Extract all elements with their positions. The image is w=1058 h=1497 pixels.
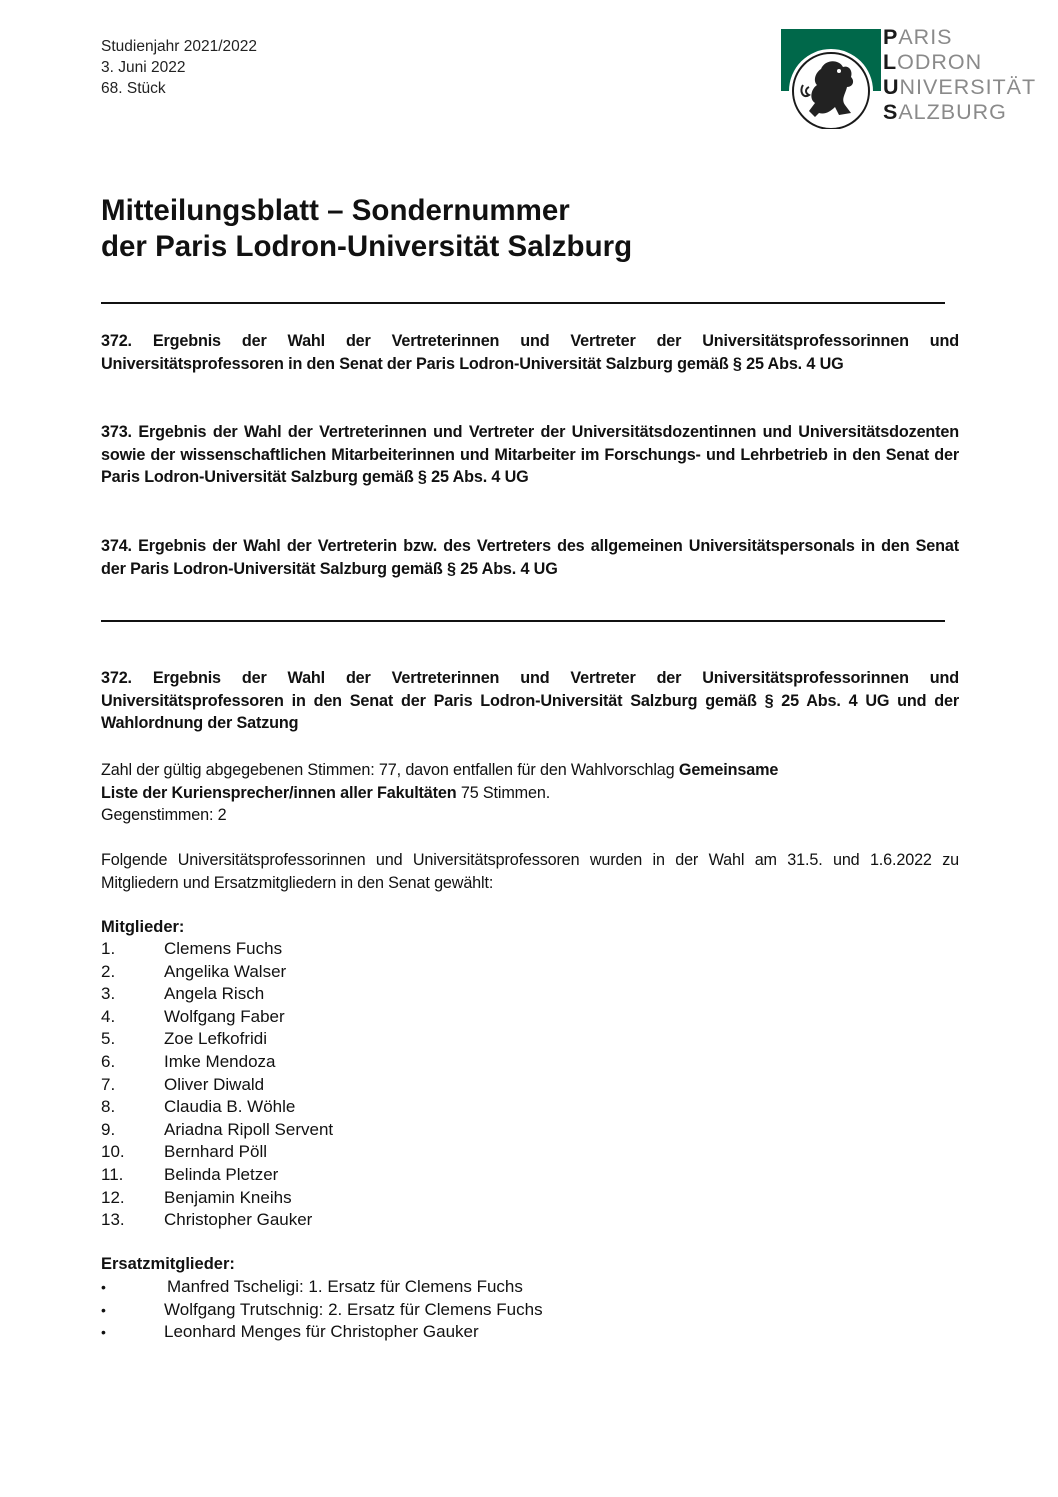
university-logo (781, 25, 1041, 129)
page-title (101, 193, 632, 265)
toc-item-373: 373. Ergebnis der Wahl der Vertreterinnen und Vertreter der Universitätsdozentinnen und Universitätsdozenten sowie der wissenschaftlichen Mitarbeiterinnen und Mitarbeiter im Forschungs- und Lehrbetrieb in den Senat der Paris Lodron-Universität Salzburg gemäß § 25 Abs. 4 UG (101, 423, 959, 487)
list-item: 5. Zoe Lefkofridi (101, 1029, 267, 1049)
list-item: 9. Ariadna Ripoll Servent (101, 1119, 334, 1139)
list-item: 10. Bernhard Pöll (101, 1142, 268, 1162)
list-item: 1. Clemens Fuchs (101, 939, 283, 958)
members-heading: Mitglieder: (101, 918, 185, 936)
academic-year: Studienjahr 2021/2022 (101, 38, 257, 55)
divider (101, 302, 945, 304)
toc-item-372: 372. Ergebnis der Wahl der Vertreterinnen und Vertreter der Universitätsprofessorinnen und Universitätsprofessoren in den Senat der Paris Lodron-Universität Salzburg gemäß § 25 Abs. 4 UG (101, 332, 959, 373)
title-line-2: der Paris Lodron-Universität Salzburg (101, 230, 633, 263)
bullet-icon: • (101, 1301, 106, 1318)
toc-item-374: 374. Ergebnis der Wahl der Vertreterin bzw. des Vertreters des allgemeinen Universitätspersonals in den Senat der Paris Lodron-Universität Salzburg gemäß § 25 Abs. 4 UG (101, 537, 959, 578)
bullet-icon: • (101, 1279, 106, 1295)
list-item: 7. Oliver Diwald (101, 1074, 265, 1094)
issue-date: 3. Juni 2022 (101, 59, 186, 76)
divider (101, 620, 945, 622)
issue-number: 68. Stück (101, 80, 166, 97)
bullet-icon: • (101, 1324, 106, 1341)
logo-wordmark: PARIS LODRON UNIVERSITÄT SALZBURG (883, 25, 1037, 124)
list-item: 11. Belinda Pletzer (101, 1164, 279, 1184)
list-item: 4. Wolfgang Faber (101, 1006, 285, 1026)
list-item: 12. Benjamin Kneihs (101, 1187, 292, 1207)
members-list (101, 938, 333, 1232)
list-item: 2. Angelika Walser (101, 961, 287, 981)
against-votes: Gegenstimmen: 2 (101, 806, 227, 824)
list-item: 8. Claudia B. Wöhle (101, 1097, 296, 1117)
list-item: 3. Angela Risch (101, 984, 265, 1004)
intro-paragraph: Folgende Universitätsprofessorinnen und Universitätsprofessoren wurden in der Wahl am 31.5. und 1.6.2022 zu Mitgliedern und Ersatzmitgliedern in den Senat gewählt: (101, 851, 959, 892)
list-item: • Leonhard Menges für Christopher Gauker (101, 1321, 543, 1344)
substitutes-heading: Ersatzmitglieder: (101, 1255, 235, 1273)
substitutes-list (101, 1276, 543, 1344)
list-item: • Manfred Tscheligi: 1. Ersatz für Clemens Fuchs (101, 1276, 543, 1299)
document-meta (101, 36, 257, 99)
list-item: • Wolfgang Trutschnig: 2. Ersatz für Clemens Fuchs (101, 1299, 543, 1322)
vote-count-paragraph: Zahl der gültig abgegebenen Stimmen: 77, davon entfallen für den Wahlvorschlag Gemeinsame (101, 761, 779, 779)
section-title-372: 372. Ergebnis der Wahl der Vertreterinnen und Vertreter der Universitätsprofessorinnen und Universitätsprofessoren in den Senat der Paris Lodron-Universität Salzburg gemäß § 25 Abs. 4 UG und der Wahlordnung der Satzung (101, 669, 959, 733)
lion-seal-icon (781, 29, 881, 129)
title-line-1: Mitteilungsblatt – Sondernummer (101, 194, 570, 227)
vote-count-paragraph-cont: Liste der Kuriensprecher/innen aller Fakultäten 75 Stimmen. (101, 784, 551, 802)
list-item: 6. Imke Mendoza (101, 1051, 276, 1071)
list-item: 13. Christopher Gauker (101, 1210, 313, 1230)
